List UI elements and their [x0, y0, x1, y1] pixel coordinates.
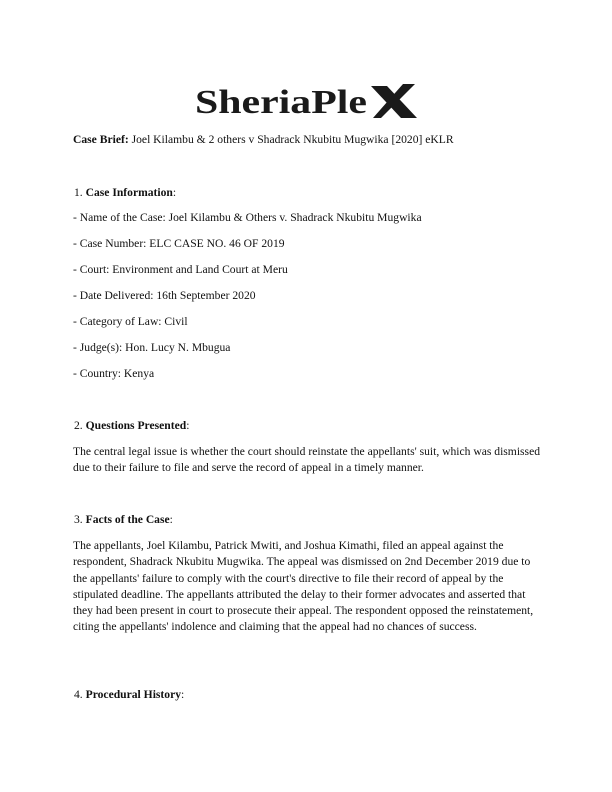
section-colon: : — [181, 688, 185, 701]
info-item-country: - Country: Kenya — [73, 367, 155, 380]
section-title: Case Information — [85, 186, 173, 199]
section-number: 4. — [74, 688, 83, 701]
section-title: Questions Presented — [85, 419, 187, 432]
section-colon: : — [169, 513, 173, 526]
section-number: 1. — [74, 186, 83, 199]
section-number: 3. — [74, 513, 83, 526]
logo-x-mark — [371, 84, 417, 118]
section-number: 2. — [74, 419, 83, 432]
section-heading-procedural-history — [74, 687, 184, 703]
case-brief-title: Joel Kilambu & 2 others v Shadrack Nkubitu Mugwika [2020] eKLR — [131, 133, 454, 146]
section-heading-questions-presented — [74, 418, 189, 434]
section-heading-facts — [74, 512, 173, 528]
sheriaplex-logo — [0, 80, 612, 122]
info-item-court: - Court: Environment and Land Court at Meru — [73, 263, 288, 276]
section-heading-case-information — [74, 185, 176, 201]
case-brief-label: Case Brief: — [73, 133, 129, 146]
facts-paragraph: The appellants, Joel Kilambu, Patrick Mwiti, and Joshua Kimathi, filed an appeal against the respondent, Shadrack Nkubitu Mugwika. The appeal was dismissed on 2nd December 2019 due to the appellants' failure to comply with the court's directive to file their record of appeal by the stipulated deadline. The appellants attributed the delay to their former advocates and asserted that they had been present in court to prosecute their appeal. The respondent opposed the reinstatement, citing the appellants' indolence and claiming that the appeal had no chances of success. — [73, 539, 534, 634]
case-brief-line — [73, 132, 543, 149]
info-item-category: - Category of Law: Civil — [73, 315, 188, 328]
info-item-case-name: - Name of the Case: Joel Kilambu & Others v. Shadrack Nkubitu Mugwika — [73, 211, 422, 224]
section-title: Facts of the Case — [85, 513, 170, 526]
logo-graphic — [191, 80, 421, 122]
info-item-case-number: - Case Number: ELC CASE NO. 46 OF 2019 — [73, 237, 285, 250]
info-item-date-delivered: - Date Delivered: 16th September 2020 — [73, 289, 256, 302]
section-colon: : — [186, 419, 190, 432]
questions-paragraph: The central legal issue is whether the court should reinstate the appellants' suit, which was dismissed due to their failure to file and serve the record of appeal in a timely manner. — [73, 445, 541, 475]
logo-wordmark: SheriaPle — [195, 84, 367, 121]
info-item-judges: - Judge(s): Hon. Lucy N. Mbugua — [73, 341, 231, 354]
section-title: Procedural History — [85, 688, 182, 701]
section-colon: : — [172, 186, 177, 199]
